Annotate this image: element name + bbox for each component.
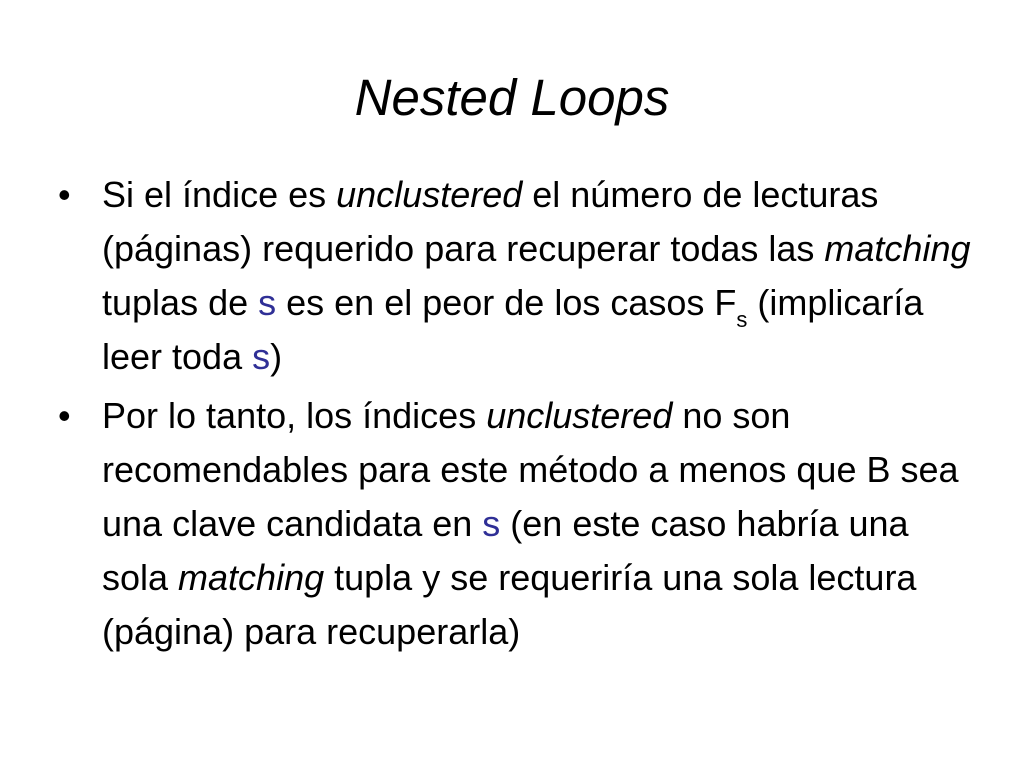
bullet-2-relation-s: s bbox=[482, 503, 501, 544]
bullet-item-1 bbox=[0, 168, 1024, 384]
bullet-1-text-5: (implicaría leer toda bbox=[102, 282, 924, 377]
bullet-2-text-3: (en este caso habría una sola bbox=[102, 503, 909, 598]
bullet-1-term-matching: matching bbox=[824, 228, 971, 269]
bullet-2-text-4: tupla y se requeriría una sola lectura (página) para recuperarla) bbox=[102, 557, 917, 652]
bullet-1-text-3: tuplas de bbox=[102, 282, 259, 323]
slide-title: Nested Loops bbox=[354, 69, 670, 126]
bullet-2-text-2: no son recomendables para este método a menos que B sea una clave candidata en bbox=[102, 395, 959, 544]
bullet-1-relation-s-2: s bbox=[252, 336, 271, 377]
bullet-1-relation-s: s bbox=[258, 282, 277, 323]
bullet-1-text-4: es en el peor de los casos F bbox=[276, 282, 737, 323]
bullet-1-text-6: ) bbox=[270, 336, 283, 377]
bullet-1-text-2: el número de lecturas (páginas) requerido para recuperar todas las bbox=[102, 174, 879, 269]
bullet-list bbox=[0, 168, 1024, 659]
bullet-2-term-matching: matching bbox=[178, 557, 325, 598]
bullet-1-subscript-s: s bbox=[736, 307, 748, 332]
bullet-1-term-unclustered: unclustered bbox=[336, 174, 523, 215]
bullet-2-term-unclustered: unclustered bbox=[486, 395, 673, 436]
bullet-dot-icon: • bbox=[58, 174, 71, 215]
bullet-dot-icon: • bbox=[58, 395, 71, 436]
bullet-2-text-1: Por lo tanto, los índices bbox=[102, 395, 487, 436]
bullet-item-2 bbox=[0, 389, 1024, 659]
bullet-1-text-1: Si el índice es bbox=[102, 174, 337, 215]
